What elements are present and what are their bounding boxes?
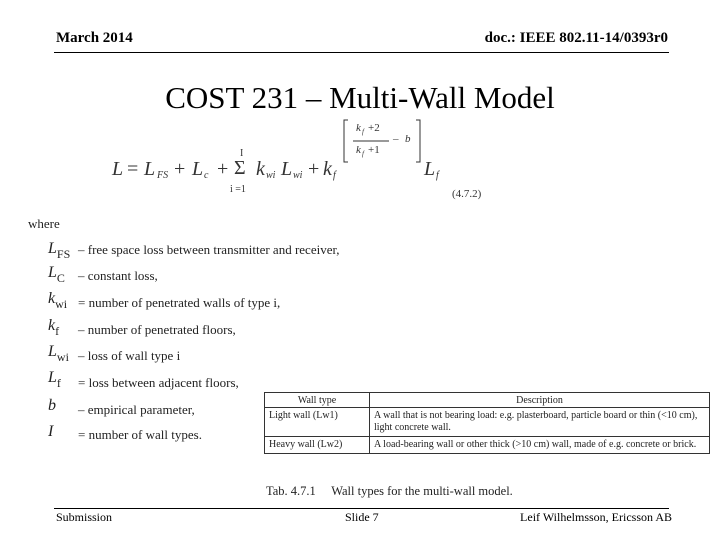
def-symbol: $L_{FS}$	[48, 240, 71, 261]
exp-num-tail: +2	[368, 122, 380, 134]
header-date: March 2014	[56, 30, 133, 46]
equation-number: (4.7.2)	[452, 188, 482, 200]
def-text: – empirical parameter,	[78, 402, 195, 417]
formula-kwi: k	[256, 158, 265, 180]
formula-lc-sub: c	[204, 170, 209, 181]
formula-lfs-sub: FS	[157, 170, 169, 181]
exp-den-k: k	[356, 144, 361, 156]
exp-b: b	[405, 133, 411, 145]
formula-lc: L	[192, 158, 204, 180]
formula-kf: k	[323, 158, 332, 180]
table-header: Description	[370, 393, 710, 408]
def-symbol: $L_{wi}$	[48, 343, 69, 364]
formula-sum-bottom: i =1	[230, 184, 246, 195]
table-header: Wall type	[265, 393, 370, 408]
exp-minus: –	[393, 133, 399, 145]
table-cell: Heavy wall (Lw2)	[265, 437, 370, 454]
formula	[0, 0, 720, 210]
exp-den-tail: +1	[368, 144, 380, 156]
footer-author: Leif Wilhelmsson, Ericsson AB	[520, 510, 672, 524]
where-label: where	[28, 216, 60, 231]
exp-num-k: k	[356, 122, 361, 134]
def-text: = number of wall types.	[78, 427, 202, 442]
def-text: – loss of wall type i	[78, 348, 181, 363]
table-cell: A load-bearing wall or other thick (>10 cm) wall, made of e.g. concrete or brick.	[370, 437, 710, 454]
wall-type-table	[264, 392, 710, 454]
def-symbol: $k_f$	[48, 317, 60, 338]
formula-plus-2: +	[217, 158, 229, 180]
formula-sum-sign: Σ	[234, 157, 246, 179]
table-cell: A wall that is not bearing load: e.g. plasterboard, particle board or thin (<10 cm), light concrete wall.	[370, 408, 710, 437]
def-text: = loss between adjacent floors,	[78, 375, 239, 390]
def-symbol: $L_C$	[48, 264, 65, 285]
formula-kwi-sub: wi	[266, 170, 276, 181]
exponent-brackets	[340, 118, 424, 164]
def-text: – free space loss between transmitter and receiver,	[78, 242, 340, 257]
def-symbol: I	[48, 423, 54, 440]
def-text: = number of penetrated walls of type i,	[78, 295, 281, 310]
table-caption: Tab. 4.7.1 Wall types for the multi-wall model.	[266, 484, 513, 498]
formula-sum-top: I	[240, 148, 244, 159]
def-text: – number of penetrated floors,	[78, 322, 236, 337]
formula-lf: L	[424, 158, 436, 180]
formula-lwi-sub: wi	[293, 170, 303, 181]
exp-den-sub: f	[362, 150, 364, 158]
formula-plus-3: +	[308, 158, 320, 180]
footer-divider	[54, 508, 669, 509]
header-doc-id: doc.: IEEE 802.11-14/0393r0	[484, 30, 668, 46]
def-symbol: b	[48, 397, 56, 414]
def-symbol: $k_{wi}$	[48, 290, 68, 311]
table-row	[265, 437, 710, 454]
exp-num-sub: f	[362, 128, 364, 136]
slide-title: COST 231 – Multi-Wall Model	[165, 80, 555, 115]
formula-lfs: L	[144, 158, 156, 180]
def-symbol: $L_f$	[48, 369, 61, 390]
formula-lhs: L	[112, 158, 124, 180]
table-header-row	[265, 393, 710, 408]
formula-plus-1: +	[174, 158, 186, 180]
def-text: – constant loss,	[78, 268, 158, 283]
footer-slide-number: Slide 7	[345, 510, 379, 524]
table-row	[265, 408, 710, 437]
footer-submission: Submission	[56, 510, 113, 524]
formula-lf-sub: f	[436, 170, 439, 181]
formula-equals: =	[127, 158, 139, 180]
table-cell: Light wall (Lw1)	[265, 408, 370, 437]
formula-lwi: L	[281, 158, 293, 180]
formula-kf-sub: f	[333, 170, 336, 181]
